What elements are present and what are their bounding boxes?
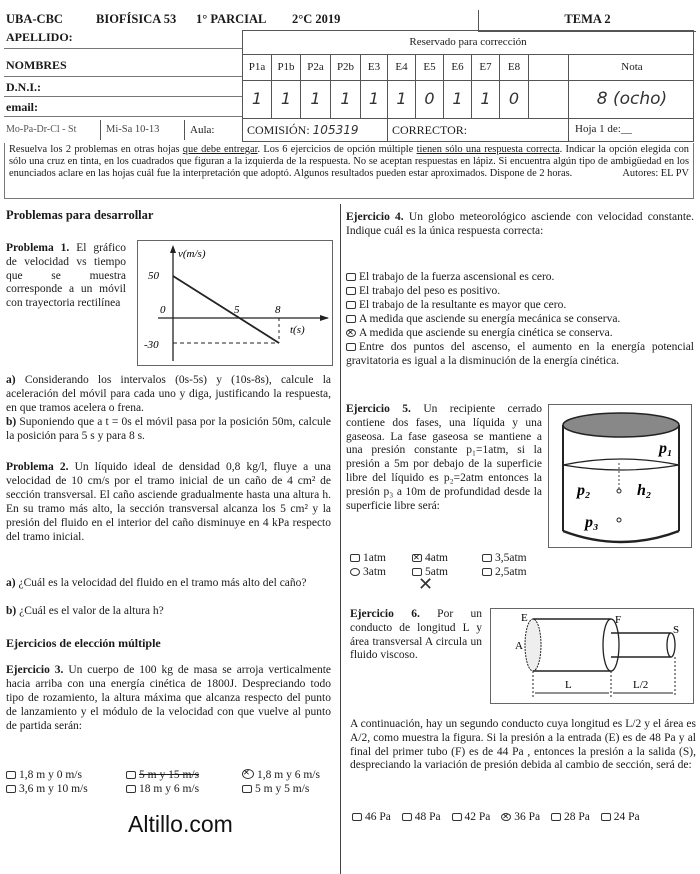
col-p1a: P1a — [243, 55, 272, 80]
grading-table — [242, 30, 694, 142]
score-p1a: 1 — [243, 81, 272, 118]
col-e5: E5 — [416, 55, 444, 80]
col-e7: E7 — [472, 55, 500, 80]
checkbox-icon[interactable] — [551, 813, 561, 821]
tema-label: TEMA 2 — [478, 10, 696, 32]
ejercicio-4-options — [346, 270, 694, 368]
comision-value: 105319 — [312, 123, 359, 137]
e3-option-5[interactable]: 18 m y 6 m/s — [126, 782, 199, 796]
svg-text:50: 50 — [148, 270, 159, 282]
aula-field[interactable]: Aula: — [190, 124, 215, 136]
subject: BIOFÍSICA 53 — [96, 12, 177, 26]
e3-option-3[interactable]: × 1,8 m y 6 m/s — [242, 768, 320, 782]
grading-scores-row — [243, 81, 693, 119]
svg-text:v(m/s): v(m/s) — [178, 248, 206, 260]
pipe-figure — [490, 608, 694, 704]
exam-name: 1° PARCIAL — [196, 12, 267, 26]
problema-2-a: a) ¿Cuál es la velocidad del fluido en el tramo más alto del caño? — [6, 577, 307, 589]
ejercicio-5-options — [350, 551, 590, 583]
e3-option-4[interactable]: 3,6 m y 10 m/s — [6, 782, 88, 796]
checked-box-icon[interactable] — [412, 554, 422, 562]
e4-option-3[interactable]: El trabajo de la resultante es mayor que cero. — [346, 298, 694, 312]
svg-text:E: E — [521, 612, 528, 624]
ejercicio-4: Ejercicio 4. Un globo meteorológico asciende con velocidad constante. Indique cuál es la única respuesta correcta: — [346, 211, 695, 238]
checkbox-icon[interactable] — [346, 273, 356, 281]
problema-1-intro: Problema 1. El gráfico de velocidad vs tiempo que se muestra corresponde a un móvil con trayectoria rectilínea — [6, 242, 126, 310]
score-p1b: 1 — [272, 81, 301, 118]
instructions: Resuelva los 2 problemas en otras hojas que debe entregar. Los 6 ejercicios de opción múltiple tienen sólo una respuesta correcta. Indicar la opción elegida con sólo una cruz en tinta, en los cuadrados que figuran a la izquierda de la respuesta. No se aceptan respuestas en lápiz. Si encuentra algún tipo de ambigüedad en los enunciados aclare en las hojas cuál fue la interpretación que adoptó. Algunos resultados pueden estar aproximados. Dispone de 2 horas. Autores: EL PV — [4, 143, 694, 199]
corrector-label: CORRECTOR: — [388, 119, 569, 142]
ejercicio-6-body: A continuación, hay un segundo conducto cuya longitud es L/2 y el área es A/2, como muestra la figura. Si la presión a la entrada (E) es de 48 Pa y al final del primer tubo (F) es de 44 Pa , entonces la presión a la salida (S), despreciando la variación de presión debida al cambio de sección, será de: — [350, 718, 696, 772]
col-e6: E6 — [444, 55, 472, 80]
checkbox-icon[interactable] — [482, 568, 492, 576]
problema-2-b: b) ¿Cuál es el valor de la altura h? — [6, 605, 164, 617]
comision-cell — [243, 119, 388, 142]
score-blank — [529, 81, 569, 118]
pipe-diagram — [491, 609, 695, 705]
checkbox-icon[interactable] — [402, 813, 412, 821]
svg-text:t(s): t(s) — [290, 324, 305, 336]
e3-option-6[interactable]: 5 m y 5 m/s — [242, 782, 309, 796]
checkbox-icon[interactable] — [346, 287, 356, 295]
problema-2: Problema 2. Un líquido ideal de densidad 0,8 kg/l, fluye a una velocidad de 10 cm/s por el tramo inicial de un caño de 4 cm² de sección transversal. El caño asciende gradualmente hasta una altura h. En su tramo más alto, la sección transversal alcanza los 5 cm² y la presión del fluido en el interior del caño disminuye en 4 kPa respecto del tramo inicial. — [6, 461, 332, 544]
e4-option-6[interactable]: Entre dos puntos del ascenso, el aumento en la energía potencial gravitatoria es igual a la disminución de la energía cinética. — [346, 341, 694, 368]
velocity-time-chart — [138, 241, 334, 367]
e5-option-5[interactable]: 5atm — [412, 565, 448, 579]
col-e8: E8 — [500, 55, 529, 80]
watermark: Altillo.com — [128, 811, 233, 837]
email-field[interactable]: email: — [6, 100, 38, 114]
institution: UBA-CBC — [6, 12, 63, 26]
col-p1b: P1b — [272, 55, 301, 80]
checked-box-icon[interactable] — [346, 329, 356, 337]
svg-text:F: F — [615, 614, 622, 626]
score-e5: 0 — [416, 81, 444, 118]
checkbox-icon[interactable] — [601, 813, 611, 821]
e6-option-1[interactable]: 46 Pa — [352, 811, 391, 823]
col-blank — [529, 55, 569, 80]
svg-text:5: 5 — [234, 304, 240, 316]
schedule-option-1[interactable]: Mo-Pa-Dr-Cl - St — [6, 124, 77, 135]
score-e7: 1 — [472, 81, 500, 118]
checkbox-icon[interactable] — [452, 813, 462, 821]
e5-option-6[interactable]: 2,5atm — [482, 565, 527, 579]
checkbox-icon[interactable] — [482, 554, 492, 562]
score-e6: 1 — [444, 81, 472, 118]
score-e4: 1 — [388, 81, 416, 118]
e6-option-5[interactable]: 28 Pa — [551, 811, 590, 823]
velocity-time-graph — [137, 240, 333, 366]
svg-text:p₂: p₂ — [577, 482, 591, 499]
svg-text:-30: -30 — [144, 339, 159, 351]
hoja-label: Hoja 1 de:__ — [575, 123, 632, 135]
checkbox-icon[interactable] — [126, 785, 136, 793]
closed-container-diagram — [549, 405, 693, 549]
svg-text:L: L — [565, 679, 572, 691]
checkbox-icon[interactable] — [6, 785, 16, 793]
checked-box-icon[interactable] — [501, 813, 511, 821]
col-p2b: P2b — [331, 55, 361, 80]
final-grade: 8 (ocho) — [596, 89, 668, 109]
e4-option-2[interactable]: El trabajo del peso es positivo. — [346, 284, 694, 298]
container-figure — [548, 404, 692, 548]
problema-1-b: b) Suponiendo que a t = 0s el móvil pasa por la posición 50m, calcule la posición para 5 s y para 8 s. — [6, 416, 331, 443]
term: 2°C 2019 — [292, 12, 341, 26]
authors: Autores: EL PV — [622, 168, 689, 180]
svg-text:L/2: L/2 — [633, 679, 649, 691]
comision-label: COMISIÓN: — [247, 123, 310, 137]
score-e8: 0 — [500, 81, 529, 118]
checkbox-icon[interactable] — [242, 785, 252, 793]
svg-text:0: 0 — [160, 304, 166, 316]
e6-option-3[interactable]: 42 Pa — [452, 811, 491, 823]
section-problemas: Problemas para desarrollar — [6, 208, 154, 222]
e5-option-3[interactable]: 3,5atm — [482, 551, 527, 565]
e4-option-1[interactable]: El trabajo de la fuerza ascensional es cero. — [346, 270, 694, 284]
e5-option-2[interactable]: × 4atm — [412, 551, 448, 565]
svg-text:A: A — [515, 640, 523, 652]
col-p2a: P2a — [301, 55, 331, 80]
svg-text:p₃: p₃ — [585, 514, 599, 531]
svg-text:h₂: h₂ — [637, 482, 652, 499]
grading-header-row — [243, 55, 693, 81]
ejercicio-3: Ejercicio 3. Un cuerpo de 100 kg de masa se arroja verticalmente hacia arriba con una energía cinética de 1800J. Despreciando todo tipo de rozamiento, la altura máxima que alcanza respecto del punto de lanzamiento y el módulo de la velocidad con que vuelve al punto de partida serán: — [6, 664, 331, 733]
checkbox-icon[interactable] — [126, 771, 136, 779]
checkbox-icon[interactable] — [346, 301, 356, 309]
reserved-label: Reservado para corrección — [243, 31, 693, 55]
circled-checkbox-icon[interactable] — [350, 568, 360, 576]
e6-option-6[interactable]: 24 Pa — [601, 811, 640, 823]
e3-option-1[interactable]: 1,8 m y 0 m/s — [6, 768, 82, 782]
e5-option-4[interactable]: 3atm — [350, 565, 386, 579]
checkbox-icon[interactable] — [346, 315, 356, 323]
e4-option-5[interactable]: ×A medida que asciende su energía cinética se conserva. — [346, 326, 694, 340]
dni-field[interactable]: D.N.I.: — [6, 80, 41, 94]
column-divider — [340, 204, 341, 874]
checkbox-icon[interactable] — [350, 554, 360, 562]
schedule-option-2[interactable]: Mi-Sa 10-13 — [106, 124, 160, 135]
comision-row — [243, 119, 693, 142]
checkbox-icon[interactable] — [346, 343, 356, 351]
exam-header — [6, 8, 696, 30]
problema-1-a: a) Considerando los intervalos (0s-5s) y (10s-8s), calcule la aceleración del móvil para cada uno y diga, justificando la respuesta, en que tramos acelera o frena. — [6, 374, 332, 415]
svg-text:p₁: p₁ — [659, 440, 673, 457]
col-nota: Nota — [621, 61, 643, 73]
ejercicio-5: Ejercicio 5. Un recipiente cerrado contiene dos fases, una líquida y una gaseosa. La fase gaseosa se mantiene a una presión constante p₁=1atm, si la presión a 5m por debajo de la superficie libre del líquido es p₂=2atm entonces la presión p₃ a 10m de profundidad desde la superficie libre será: — [346, 403, 542, 512]
svg-text:S: S — [673, 624, 680, 636]
ejercicio-6-options — [352, 810, 698, 824]
checked-box-icon[interactable] — [242, 769, 254, 779]
svg-text:8: 8 — [275, 304, 281, 316]
handwritten-x-mark: ✕ — [418, 574, 434, 595]
col-e4: E4 — [388, 55, 416, 80]
nombres-field[interactable]: NOMBRES — [6, 58, 67, 72]
e4-option-4[interactable]: A medida que asciende su energía mecánica se conserva. — [346, 312, 694, 326]
section-multiple-choice: Ejercicios de elección múltiple — [6, 636, 161, 650]
score-e3: 1 — [361, 81, 388, 118]
e6-option-2[interactable]: 48 Pa — [402, 811, 441, 823]
score-p2b: 1 — [331, 81, 361, 118]
apellido-field[interactable]: APELLIDO: — [6, 30, 73, 44]
score-p2a: 1 — [301, 81, 331, 118]
ejercicio-6-intro: Ejercicio 6. Por un conducto de longitud L y área transversal A circula un fluido viscoso. — [350, 608, 482, 662]
col-e3: E3 — [361, 55, 388, 80]
e5-option-1[interactable]: 1atm — [350, 551, 386, 565]
e3-option-2[interactable]: 5 m y 15 m/s — [126, 768, 199, 782]
checkbox-icon[interactable] — [6, 771, 16, 779]
e6-option-4[interactable]: × 36 Pa — [501, 811, 540, 823]
checkbox-icon[interactable] — [352, 813, 362, 821]
